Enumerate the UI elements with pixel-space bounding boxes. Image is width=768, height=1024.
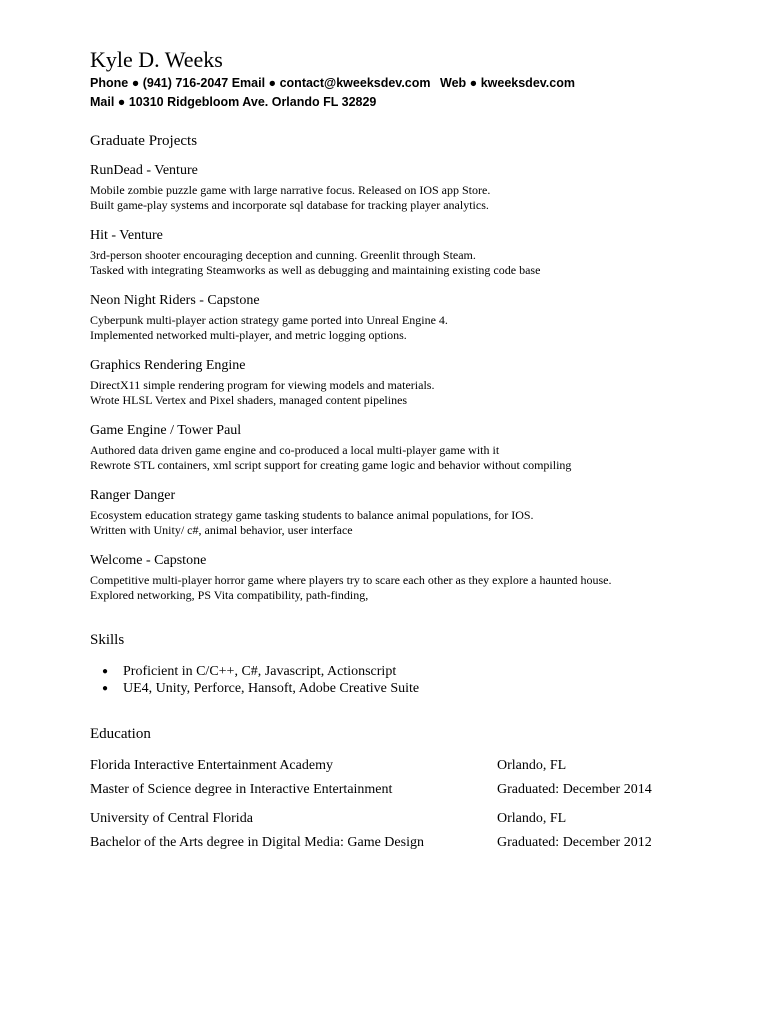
project-item — [90, 357, 730, 408]
email-address[interactable]: contact@kweeksdev.com — [279, 76, 431, 90]
education-entry — [90, 757, 730, 798]
project-title: Neon Night Riders - Capstone — [90, 293, 260, 308]
skill-item — [90, 680, 730, 697]
bullet-icon: ● — [131, 76, 140, 90]
contact-line-2 — [90, 93, 730, 112]
project-title: RunDead - Venture — [90, 163, 198, 178]
graduation-date: Graduated: December 2014 — [497, 782, 652, 797]
project-description: Written with Unity/ c#, animal behavior, user interface — [90, 523, 353, 537]
project-item — [90, 487, 730, 538]
bullet-icon: ● — [117, 95, 126, 109]
phone-number: (941) 716-2047 — [142, 76, 229, 90]
school-location: Orlando, FL — [497, 758, 567, 773]
project-description: Built game-play systems and incorporate sql database for tracking player analytics. — [90, 198, 489, 212]
project-description: Mobile zombie puzzle game with large narrative focus. Released on IOS app Store. — [90, 183, 491, 197]
resume-name: Kyle D. Weeks — [90, 47, 223, 72]
projects-list — [90, 162, 730, 603]
project-item — [90, 227, 730, 278]
project-item — [90, 552, 730, 603]
web-address[interactable]: kweeksdev.com — [480, 76, 575, 90]
mailing-address: 10310 Ridgebloom Ave. Orlando FL 32829 — [128, 95, 377, 109]
project-description: 3rd-person shooter encouraging deception and cunning. Greenlit through Steam. — [90, 248, 476, 262]
mail-label: Mail — [90, 95, 115, 109]
bullet-icon: ● — [469, 76, 478, 90]
project-description: Rewrote STL containers, xml script support for creating game logic and behavior without compiling — [90, 458, 572, 472]
education-row — [90, 810, 730, 827]
education-entry — [90, 810, 730, 851]
web-label: Web — [440, 76, 467, 90]
contact-line-1 — [90, 74, 730, 93]
project-item — [90, 292, 730, 343]
project-title: Hit - Venture — [90, 228, 163, 243]
education-row — [90, 757, 730, 774]
school-name: Florida Interactive Entertainment Academy — [90, 758, 333, 773]
project-description: Wrote HLSL Vertex and Pixel shaders, managed content pipelines — [90, 393, 408, 407]
skill-text: Proficient in C/C++, C#, Javascript, Actionscript — [123, 664, 397, 679]
skill-item — [90, 663, 730, 680]
project-description: Cyberpunk multi-player action strategy game ported into Unreal Engine 4. — [90, 313, 448, 327]
projects-section-title: Graduate Projects — [90, 133, 198, 149]
school-location: Orlando, FL — [497, 811, 567, 826]
project-item — [90, 162, 730, 213]
education-row — [90, 781, 730, 798]
resume-page — [90, 46, 730, 858]
project-description: Competitive multi-player horror game where players try to scare each other as they explore a haunted house. — [90, 573, 612, 587]
project-description: Tasked with integrating Steamworks as well as debugging and maintaining existing code base — [90, 263, 541, 277]
email-label: Email — [231, 76, 266, 90]
bullet-icon: ● — [102, 666, 109, 677]
project-description: Explored networking, PS Vita compatibility, path-finding, — [90, 588, 369, 602]
project-title: Ranger Danger — [90, 488, 176, 503]
skills-section-title: Skills — [90, 632, 125, 648]
project-title: Graphics Rendering Engine — [90, 358, 246, 373]
degree-name: Master of Science degree in Interactive Entertainment — [90, 782, 393, 797]
bullet-icon: ● — [102, 683, 109, 694]
degree-name: Bachelor of the Arts degree in Digital Media: Game Design — [90, 835, 424, 850]
project-description: Implemented networked multi-player, and metric logging options. — [90, 328, 407, 342]
project-description: Authored data driven game engine and co-produced a local multi-player game with it — [90, 443, 500, 457]
project-item — [90, 422, 730, 473]
bullet-icon: ● — [268, 76, 277, 90]
graduation-date: Graduated: December 2012 — [497, 835, 652, 850]
skills-list — [90, 663, 730, 697]
project-title: Game Engine / Tower Paul — [90, 423, 242, 438]
project-description: DirectX11 simple rendering program for viewing models and materials. — [90, 378, 435, 392]
education-row — [90, 834, 730, 851]
skill-text: UE4, Unity, Perforce, Hansoft, Adobe Creative Suite — [123, 681, 420, 696]
project-title: Welcome - Capstone — [90, 553, 207, 568]
education-section-title: Education — [90, 726, 151, 742]
school-name: University of Central Florida — [90, 811, 253, 826]
phone-label: Phone — [90, 76, 129, 90]
project-description: Ecosystem education strategy game tasking students to balance animal populations, for IOS. — [90, 508, 534, 522]
